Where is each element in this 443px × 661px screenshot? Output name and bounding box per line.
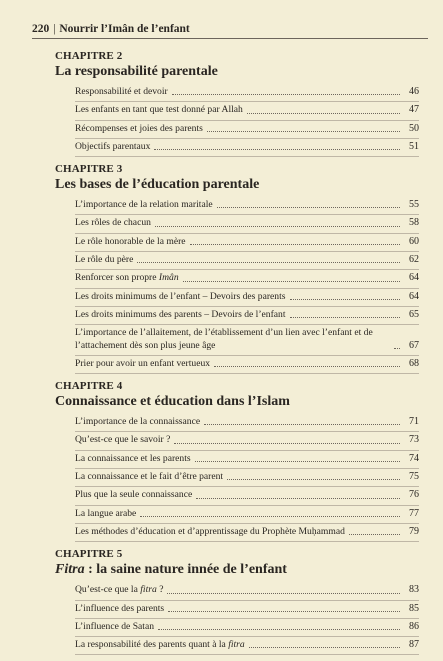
toc-entry[interactable] <box>75 524 419 542</box>
toc-page-number: 47 <box>409 104 419 116</box>
toc-page-number: 86 <box>409 620 419 632</box>
dot-leader <box>394 348 400 349</box>
toc-entry[interactable] <box>75 487 419 505</box>
toc-entry-title <box>75 254 135 266</box>
toc-entry[interactable] <box>75 637 419 655</box>
toc-page-number: 50 <box>409 122 419 134</box>
toc-entry[interactable] <box>75 601 419 619</box>
dot-leader <box>172 94 400 95</box>
toc-entry-title-part: Le rôle du père <box>75 254 134 266</box>
toc-entry-title-part: Objectifs parentaux <box>75 140 151 152</box>
toc-entry-title <box>75 416 202 428</box>
toc-page-number: 68 <box>409 357 419 369</box>
dot-leader <box>155 226 400 227</box>
toc-entry-title-part: Les méthodes d’éducation et d’apprentissage du Prophète Muḥammad <box>75 525 345 537</box>
toc-entry-title-part: Les enfants en tant que test donné par Allah <box>75 104 243 116</box>
toc-page-number: 79 <box>409 525 419 537</box>
dot-leader <box>204 424 400 425</box>
toc-entry[interactable] <box>75 102 419 120</box>
toc-entry[interactable] <box>75 451 419 469</box>
toc-entry-title <box>75 199 215 211</box>
chapter-section <box>55 548 419 655</box>
toc-entry-title <box>75 621 156 633</box>
chapter-title-part: Fitra <box>55 562 85 578</box>
toc-page-number: 64 <box>409 290 419 302</box>
chapter-label: CHAPITRE 4 <box>55 380 123 393</box>
header-rule <box>32 38 428 39</box>
toc-entry-title-part: L’influence des parents <box>75 602 165 614</box>
toc-entry[interactable] <box>75 619 419 637</box>
toc-list <box>75 414 419 542</box>
toc-entry-title-part: fitra <box>140 584 157 596</box>
toc-entry-title <box>75 471 225 483</box>
toc-entry-title-part: L’importance de la relation maritale <box>75 199 213 211</box>
toc-entry-title-part: ? <box>156 584 164 596</box>
toc-entry[interactable] <box>75 469 419 487</box>
chapter-section <box>55 163 419 374</box>
dot-leader <box>247 113 400 114</box>
table-of-contents <box>55 50 419 661</box>
toc-entry[interactable] <box>75 506 419 524</box>
toc-page-number: 76 <box>409 489 419 501</box>
toc-entry-title <box>75 236 188 248</box>
toc-page-number: 75 <box>409 471 419 483</box>
toc-entry[interactable] <box>75 432 419 450</box>
toc-page-number: 58 <box>409 217 419 229</box>
dot-leader <box>249 647 400 648</box>
toc-entry-title-part: Qu’est-ce que le savoir ? <box>75 434 171 446</box>
toc-entry-title-part: Les droits minimums de l’enfant – Devoirs des parents <box>75 290 286 302</box>
chapter-label: CHAPITRE 3 <box>55 163 123 176</box>
toc-entry[interactable] <box>75 356 419 374</box>
toc-page-number: 71 <box>409 416 419 428</box>
dot-leader <box>217 207 400 208</box>
toc-entry-title <box>75 358 212 370</box>
toc-entry-title <box>75 584 165 596</box>
chapter-section <box>55 380 419 542</box>
toc-page-number: 87 <box>409 639 419 651</box>
toc-entry[interactable] <box>75 252 419 270</box>
toc-entry[interactable] <box>75 215 419 233</box>
toc-entry-title-part: La connaissance et les parents <box>75 452 191 464</box>
toc-page-number: 67 <box>409 339 419 351</box>
toc-page-number: 46 <box>409 86 419 97</box>
toc-entry-title-part: Récompenses et joies des parents <box>75 122 203 134</box>
toc-entry-title <box>75 123 205 135</box>
toc-entry-title-part: fitra <box>228 639 245 651</box>
toc-entry-title-part: Le rôle honorable de la mère <box>75 235 186 247</box>
dot-leader <box>174 443 400 444</box>
toc-page-number: 74 <box>409 452 419 464</box>
toc-entry-title <box>75 217 153 229</box>
dot-leader <box>190 244 400 245</box>
chapter-title <box>55 561 419 579</box>
toc-entry-title <box>75 434 172 446</box>
dot-leader <box>290 299 401 300</box>
toc-entry-title <box>75 453 193 465</box>
toc-entry-title-part: Plus que la seule connaissance <box>75 489 193 501</box>
toc-page-number: 73 <box>409 434 419 446</box>
toc-page-number: 85 <box>409 602 419 614</box>
toc-entry-title <box>75 309 288 321</box>
toc-entry-title-part: L’importance de la connaissance <box>75 416 201 428</box>
dot-leader <box>183 281 400 282</box>
toc-entry-title-part: Responsabilité et devoir <box>75 86 168 97</box>
toc-entry[interactable] <box>75 139 419 157</box>
toc-list <box>75 582 419 655</box>
dot-leader <box>167 593 400 594</box>
toc-page-number: 65 <box>409 308 419 320</box>
dot-leader <box>207 131 400 132</box>
dot-leader <box>140 516 400 517</box>
toc-entry-title <box>75 489 194 501</box>
toc-entry-title <box>75 272 181 284</box>
chapter-title <box>55 63 419 81</box>
toc-entry-title-part: Qu’est-ce que la <box>75 584 141 596</box>
toc-entry[interactable] <box>75 84 419 102</box>
chapter-title-part: Connaissance et éducation dans l’Islam <box>55 394 290 410</box>
toc-page-number: 64 <box>409 272 419 284</box>
chapter-title-part: : la saine nature innée de l’enfant <box>84 562 287 578</box>
toc-entry-title-part: Les droits minimums des parents – Devoirs de l’enfant <box>75 308 286 320</box>
toc-entry-title-part: L’influence de Satan <box>75 620 155 632</box>
toc-entry[interactable] <box>75 121 419 139</box>
chapter-title-part: La responsabilité parentale <box>55 64 218 79</box>
chapter-title <box>55 176 419 194</box>
page-number: 220 <box>32 23 50 35</box>
toc-entry[interactable] <box>75 582 419 600</box>
toc-page-number: 77 <box>409 507 419 519</box>
toc-entry[interactable] <box>75 289 419 307</box>
chapter-label: CHAPITRE 2 <box>55 50 123 62</box>
dot-leader <box>214 366 400 367</box>
toc-page-number: 62 <box>409 254 419 266</box>
dot-leader <box>154 149 400 150</box>
toc-list <box>75 197 419 374</box>
toc-entry-title <box>75 104 245 116</box>
chapter-section <box>55 50 419 157</box>
toc-entry-title <box>75 639 247 651</box>
dot-leader <box>196 498 400 499</box>
toc-entry-title-part: Les rôles de chacun <box>75 217 151 229</box>
toc-entry[interactable] <box>75 325 419 356</box>
toc-entry-title-part: Renforcer son propre <box>75 272 159 284</box>
toc-entry-title-part: La connaissance et le fait d’être parent <box>75 471 224 483</box>
toc-page-number: 55 <box>409 199 419 211</box>
toc-entry-title <box>75 508 138 520</box>
toc-entry[interactable] <box>75 270 419 288</box>
page-header: 220 | Nourrir l’Imân de l’enfant <box>32 23 190 35</box>
chapter-label: CHAPITRE 5 <box>55 548 123 561</box>
chapter-title-part: Les bases de l’éducation parentale <box>55 177 260 193</box>
toc-entry-title <box>75 86 170 98</box>
dot-leader <box>158 629 400 630</box>
toc-list <box>75 84 419 157</box>
toc-entry-title <box>75 327 392 352</box>
toc-entry-title-part: L’importance de l’allaitement, de l’établissement d’un lien avec l’enfant et de l’attachement dès son plus jeune âge <box>75 327 373 351</box>
toc-entry[interactable] <box>75 307 419 325</box>
toc-entry-title <box>75 526 347 538</box>
dot-leader <box>168 611 400 612</box>
chapter-title <box>55 393 419 411</box>
toc-page-number: 83 <box>409 584 419 596</box>
toc-page-number: 60 <box>409 235 419 247</box>
toc-entry[interactable] <box>75 197 419 215</box>
toc-entry[interactable] <box>75 234 419 252</box>
dot-leader <box>290 317 401 318</box>
toc-entry-title-part: Prier pour avoir un enfant vertueux <box>75 357 211 369</box>
toc-entry-title-part: Imân <box>158 272 179 284</box>
dot-leader <box>195 461 400 462</box>
toc-entry[interactable] <box>75 414 419 432</box>
toc-entry-title <box>75 603 166 615</box>
toc-entry-title-part: La responsabilité des parents quant à la <box>75 639 229 651</box>
dot-leader <box>227 479 400 480</box>
toc-entry-title-part: La langue arabe <box>75 507 137 519</box>
book-title: Nourrir l’Imân de l’enfant <box>59 23 190 35</box>
dot-leader <box>137 262 400 263</box>
dot-leader <box>349 534 400 535</box>
toc-entry-title <box>75 141 152 153</box>
toc-entry-title <box>75 291 288 303</box>
toc-page-number: 51 <box>409 140 419 152</box>
